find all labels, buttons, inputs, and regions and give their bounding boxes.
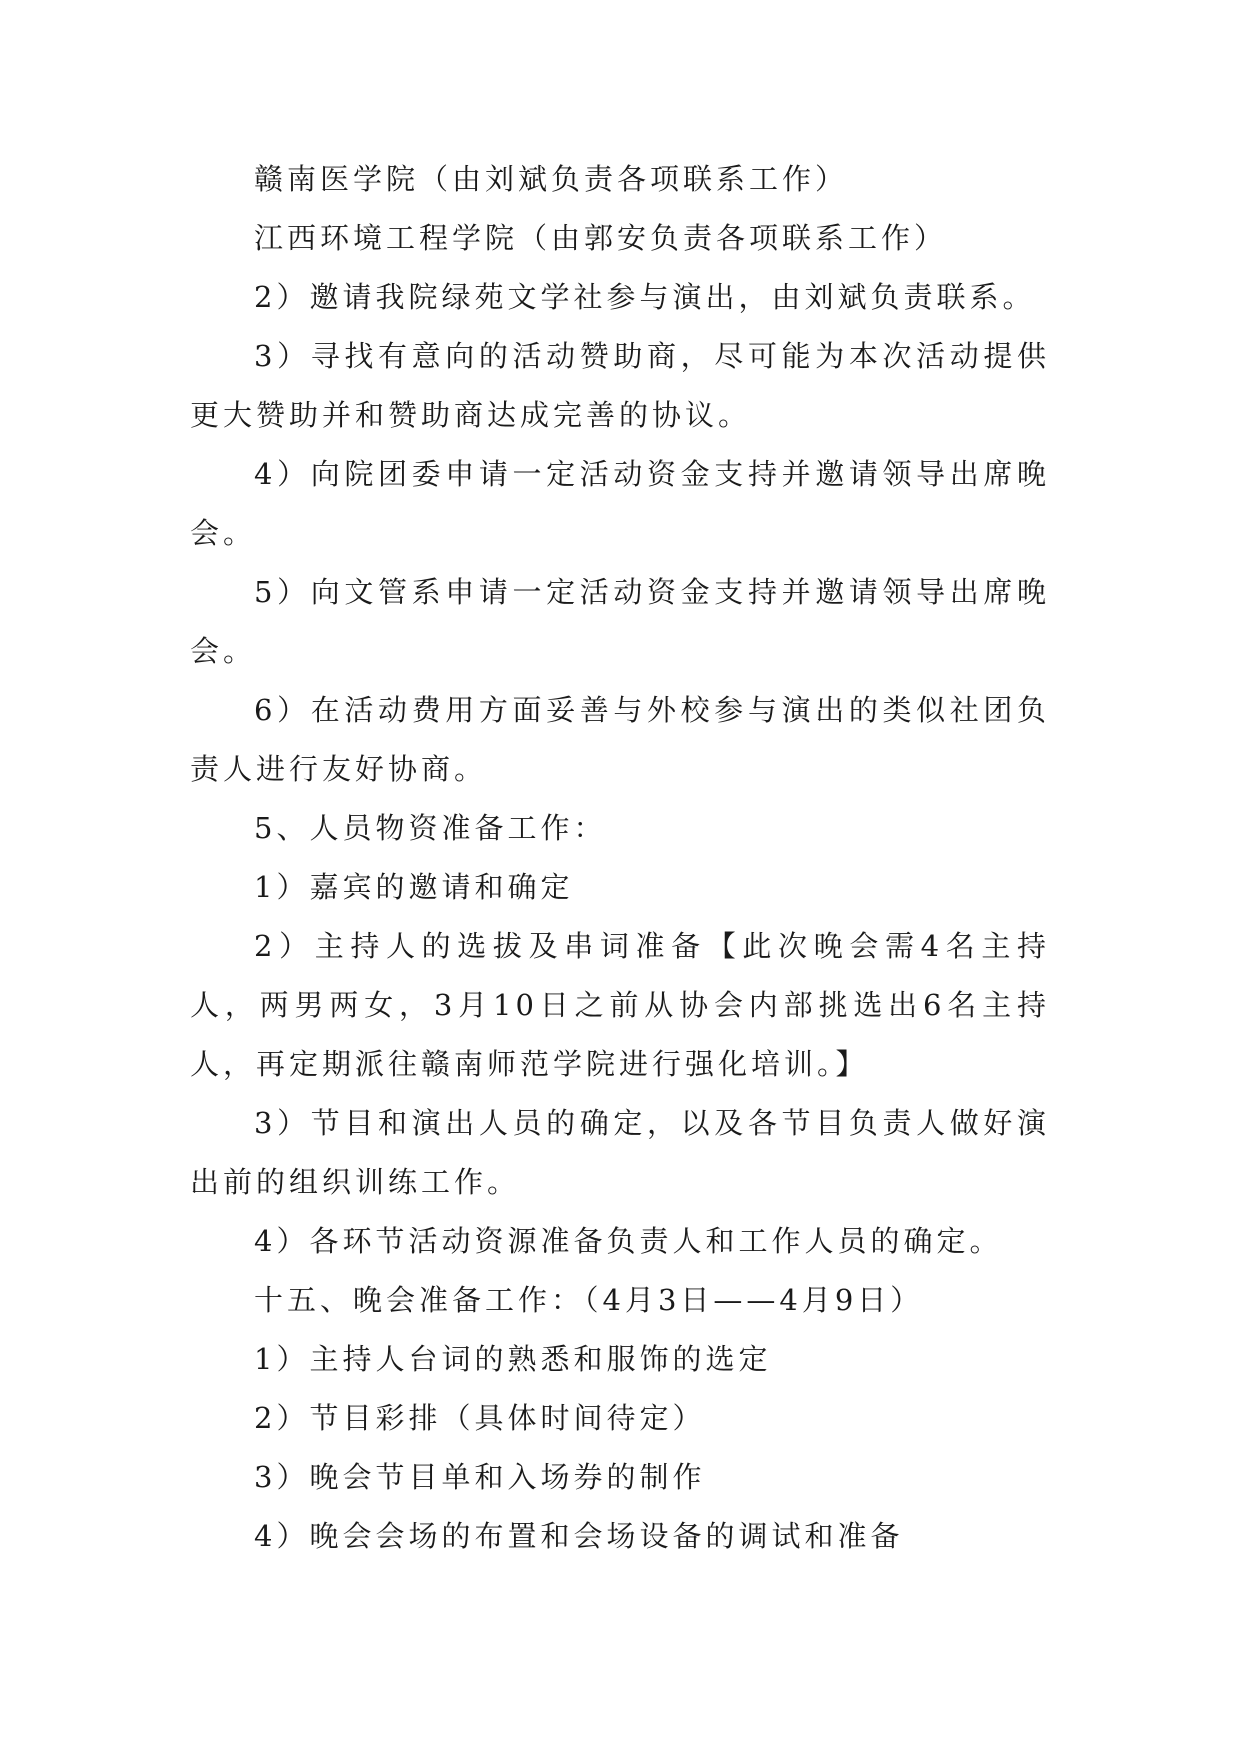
document-body: [190, 150, 1050, 1566]
paragraph: 5）向文管系申请一定活动资金支持并邀请领导出席晚会。: [190, 575, 1050, 668]
paragraph: 2）主持人的选拔及串词准备【此次晚会需4名主持人，两男两女，3月10日之前从协会内部挑选出6名主持人，再定期派往赣南师范学院进行强化培训。】: [190, 929, 1050, 1081]
paragraph: 6）在活动费用方面妥善与外校参与演出的类似社团负责人进行友好协商。: [190, 693, 1050, 786]
paragraph: 4）向院团委申请一定活动资金支持并邀请领导出席晚会。: [190, 457, 1050, 550]
paragraph: 3）寻找有意向的活动赞助商，尽可能为本次活动提供更大赞助并和赞助商达成完善的协议。: [190, 339, 1050, 432]
paragraph: 1）主持人台词的熟悉和服饰的选定: [254, 1342, 772, 1376]
section-heading: 十五、晚会准备工作：（4月3日——4月9日）: [254, 1283, 924, 1317]
paragraph: 3）晚会节目单和入场券的制作: [254, 1460, 706, 1494]
paragraph: 2）邀请我院绿苑文学社参与演出，由刘斌负责联系。: [254, 280, 1036, 314]
paragraph: 1）嘉宾的邀请和确定: [254, 870, 574, 904]
paragraph: 赣南医学院（由刘斌负责各项联系工作）: [254, 162, 849, 196]
paragraph: 4）晚会会场的布置和会场设备的调试和准备: [254, 1519, 904, 1553]
paragraph: 4）各环节活动资源准备负责人和工作人员的确定。: [254, 1224, 1003, 1258]
paragraph: 2）节目彩排（具体时间待定）: [254, 1401, 706, 1435]
paragraph: 3）节目和演出人员的确定，以及各节目负责人做好演出前的组织训练工作。: [190, 1106, 1050, 1199]
paragraph: 江西环境工程学院（由郭安负责各项联系工作）: [254, 221, 948, 255]
section-heading: 5、人员物资准备工作：: [254, 811, 607, 845]
